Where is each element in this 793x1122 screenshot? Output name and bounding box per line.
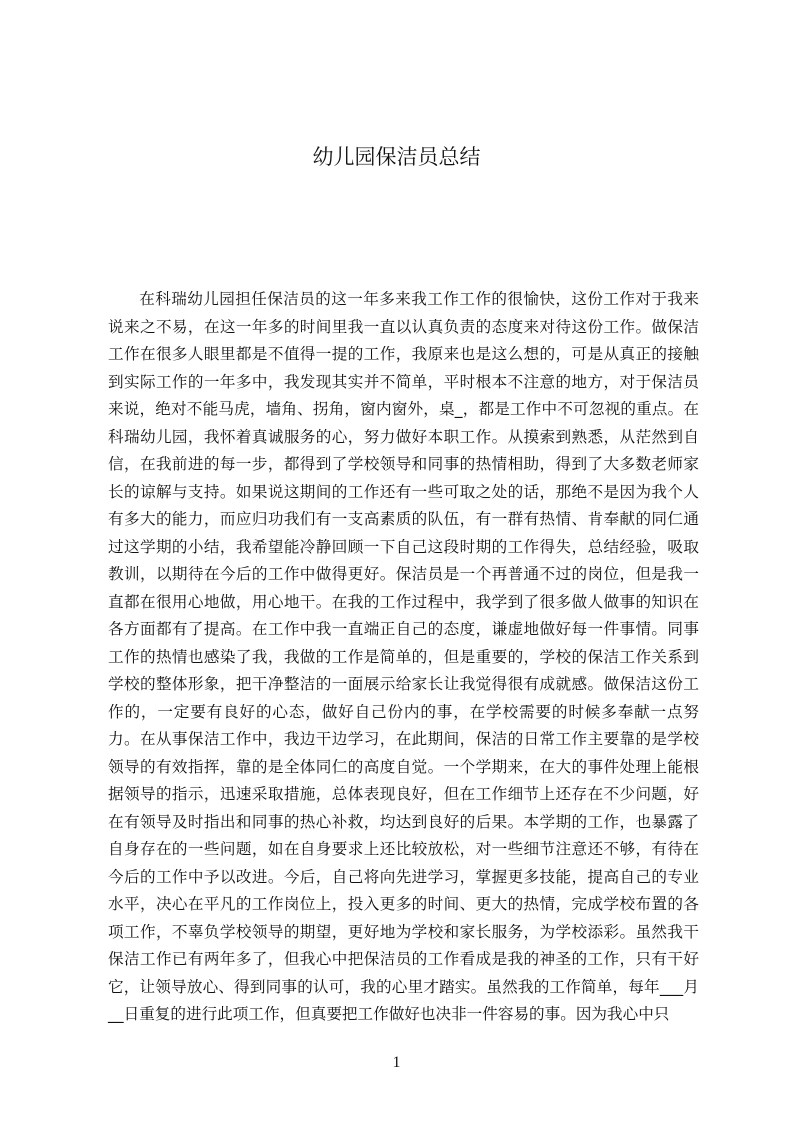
document-title: 幼儿园保洁员总结: [312, 145, 481, 169]
body-paragraph: 在科瑞幼儿园担任保洁员的这一年多来我工作工作的很愉快，这份工作对于我来说来之不易，在这一年多的时间里我一直以认真负责的态度来对待这份工作。做保洁工作在很多人眼里都是不值得一提的工作，我原来也是这么想的，可是从真正的接触到实际工作的一年多中，我发现其实并不简单，平时根本不注意的地方，对于保洁员来说，绝对不能马虎，墙角、拐角，窗内窗外，桌_，都是工作中不可忽视的重点。在科瑞幼儿园，我怀着真诚服务的心，努力做好本职工作。从摸索到熟悉，从茫然到自信，在我前进的每一步，都得到了学校领导和同事的热情相助，得到了大多数老师家长的谅解与支持。如果说这期间的工作还有一些可取之处的话，那绝不是因为我个人有多大的能力，而应归功我们有一支高素质的队伍，有一群有热情、肯奉献的同仁通过这学期的小结，我希望能冷静回顾一下自己这段时期的工作得失，总结经验，吸取教训，以期待在今后的工作中做得更好。保洁员是一个再普通不过的岗位，但是我一直都在很用心地做，用心地干。在我的工作过程中，我学到了很多做人做事的知识在各方面都有了提高。在工作中我一直端正自己的态度，谦虚地做好每一件事情。同事工作的热情也感染了我，我做的工作是简单的，但是重要的，学校的保洁工作关系到学校的整体形象，把干净整洁的一面展示给家长让我觉得很有成就感。做保洁这份工作的，一定要有良好的心态，做好自己份内的事，在学校需要的时候多奉献一点努力。在从事保洁工作中，我边干边学习，在此期间，保洁的日常工作主要靠的是学校领导的有效指挥，靠的是全体同仁的高度自觉。一个学期来，在大的事件处理上能根据领导的指示，迅速采取措施，总体表现良好，但在工作细节上还存在不少问题，好在有领导及时指出和同事的热心补救，均达到良好的后果。本学期的工作，也暴露了自身存在的一些问题，如在自身要求上还比较放松，对一些细节注意还不够，有待在今后的工作中予以改进。今后，自己将向先进学习，掌握更多技能，提高自己的专业水平，决心在平凡的工作岗位上，投入更多的时间、更大的热情，完成学校布置的各项工作，不辜负学校领导的期望，更好地为学校和家长服务，为学校添彩。虽然我干保洁工作已有两年多了，但我心中把保洁员的工作看成是我的神圣的工作，只有干好它，让领导放心、得到同事的认可，我的心里才踏实。虽然我的工作简单，每年___月__日重复的进行此项工作，但真要把工作做好也决非一件容易的事。因为我心中只: [108, 290, 699, 1023]
page-number: 1: [392, 1054, 401, 1071]
